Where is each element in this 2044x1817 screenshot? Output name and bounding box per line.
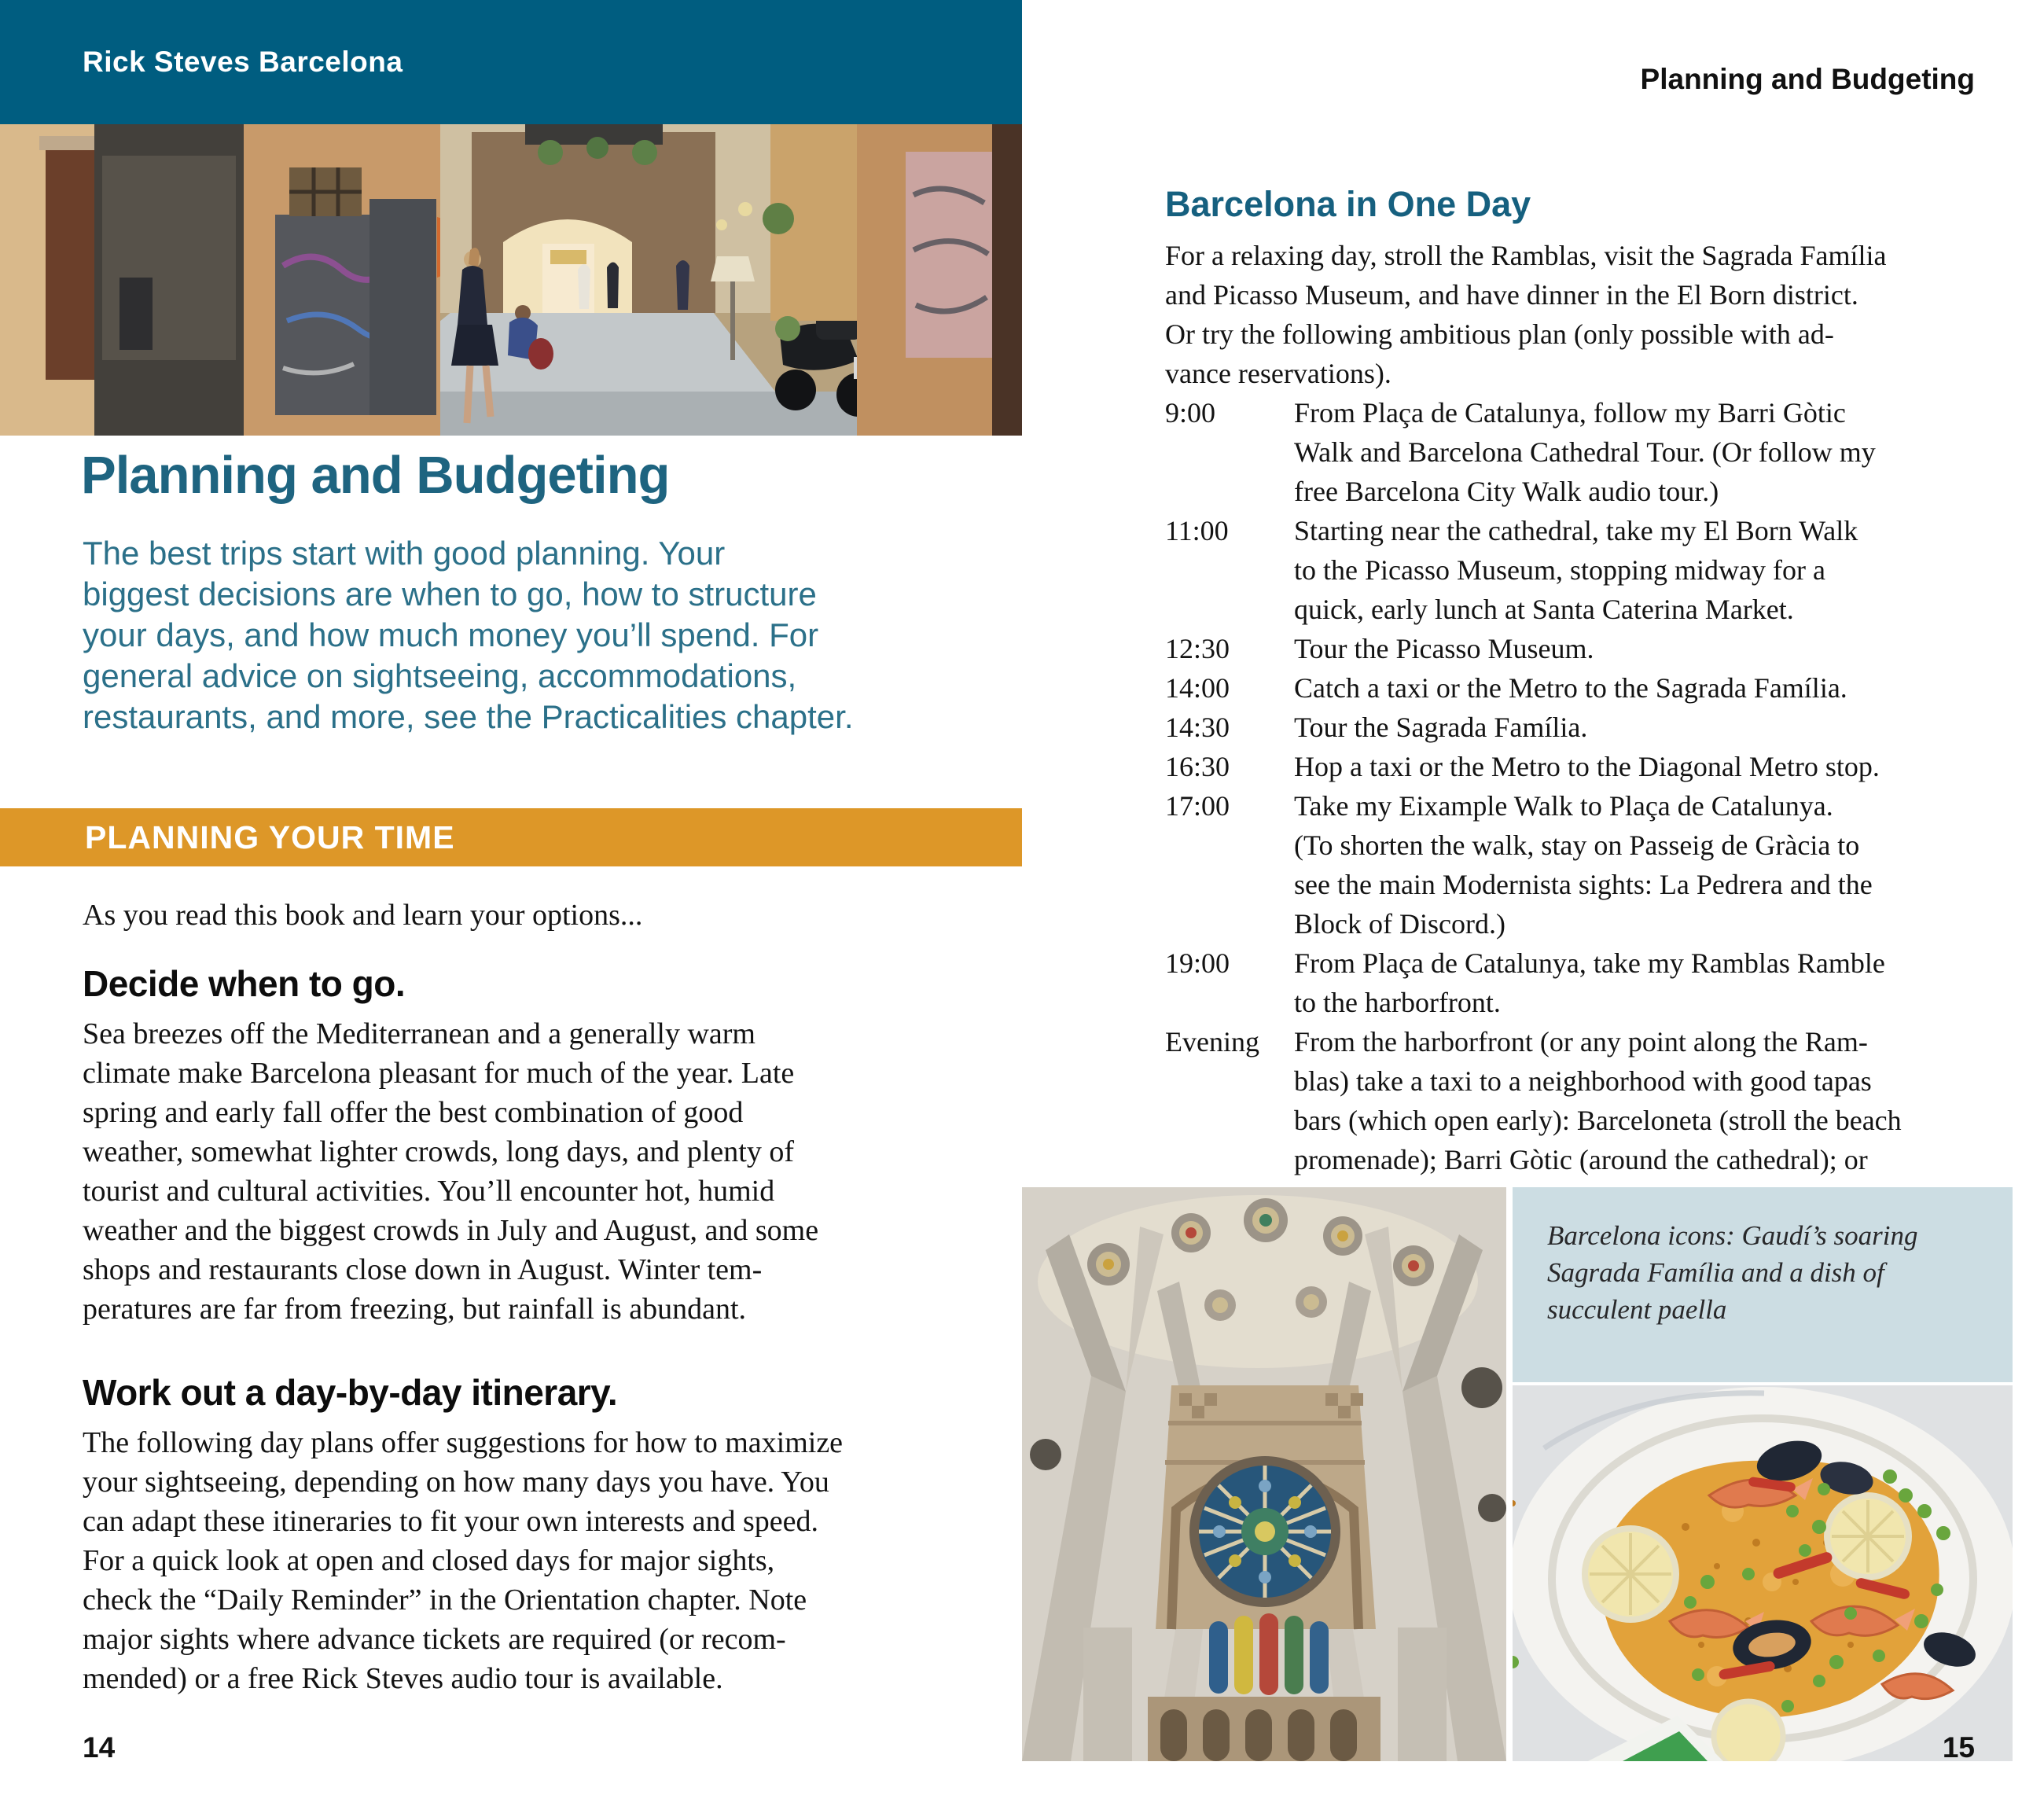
schedule-description — [1294, 786, 1998, 943]
left-running-header: Rick Steves Barcelona — [83, 46, 403, 78]
schedule-time: 12:30 — [1165, 633, 1230, 664]
schedule-line: see the main Modernista sights: La Pedrera and the — [1294, 869, 1873, 900]
itinerary-schedule — [1165, 393, 1998, 1179]
schedule-line: From the harborfront (or any point along the Ram- — [1294, 1026, 1868, 1057]
body-line: Sea breezes off the Mediterranean and a generally warm — [83, 1017, 755, 1050]
body-line: climate make Barcelona pleasant for much of the year. Late — [83, 1057, 795, 1090]
schedule-line: bars (which open early): Barceloneta (stroll the beach — [1294, 1105, 1902, 1136]
schedule-row — [1165, 747, 1998, 786]
schedule-description — [1294, 629, 1998, 668]
body-line: can adapt these itineraries to fit your own interests and speed. — [83, 1505, 818, 1538]
schedule-row — [1165, 786, 1998, 943]
body-line: The following day plans offer suggestions for how to maximize — [83, 1426, 844, 1459]
chapter-title: Planning and Budgeting — [81, 446, 670, 505]
photo-caption — [1547, 1217, 1918, 1328]
heading-barcelona-in-one-day: Barcelona in One Day — [1165, 184, 1531, 224]
chapter-intro — [83, 533, 854, 737]
schedule-description — [1294, 1022, 1998, 1179]
body-line: spring and early fall offer the best combination of good — [83, 1096, 744, 1129]
paragraph-day-by-day-itinerary — [83, 1423, 843, 1698]
schedule-row — [1165, 511, 1998, 629]
chapter-intro-line: restaurants, and more, see the Practicalities chapter. — [83, 698, 854, 735]
one-day-intro — [1165, 236, 1886, 393]
schedule-row — [1165, 1022, 1998, 1179]
sagrada-familia-photo — [1022, 1187, 1506, 1761]
schedule-line: Block of Discord.) — [1294, 908, 1505, 940]
schedule-line: promenade); Barri Gòtic (around the cathedral); or — [1294, 1144, 1868, 1175]
body-line: your sightseeing, depending on how many days you have. You — [83, 1466, 829, 1499]
body-line: peratures are far from freezing, but rainfall is abundant. — [83, 1293, 747, 1326]
schedule-line: Tour the Picasso Museum. — [1294, 633, 1594, 664]
body-line: weather, somewhat lighter crowds, long days, and plenty of — [83, 1135, 794, 1168]
schedule-time: 14:00 — [1165, 672, 1230, 704]
chapter-intro-line: The best trips start with good planning. Your — [83, 535, 726, 572]
schedule-time: Evening — [1165, 1026, 1259, 1057]
chapter-intro-line: biggest decisions are when to go, how to structure — [83, 576, 817, 612]
subheading-decide-when-to-go: Decide when to go. — [83, 963, 406, 1004]
schedule-line: From Plaça de Catalunya, follow my Barri Gòtic — [1294, 397, 1846, 429]
schedule-description — [1294, 511, 1998, 629]
chapter-intro-line: general advice on sightseeing, accommodations, — [83, 657, 797, 694]
schedule-time: 11:00 — [1165, 515, 1229, 546]
paragraph-decide-when-to-go — [83, 1014, 818, 1329]
body-line: major sights where advance tickets are required (or recom- — [83, 1623, 786, 1656]
schedule-row — [1165, 393, 1998, 511]
body-line: tourist and cultural activities. You’ll encounter hot, humid — [83, 1175, 775, 1208]
schedule-time: 16:30 — [1165, 751, 1230, 782]
body-line: vance reservations). — [1165, 358, 1391, 389]
schedule-line: Walk and Barcelona Cathedral Tour. (Or follow my — [1294, 436, 1876, 468]
body-line: Or try the following ambitious plan (only possible with ad- — [1165, 318, 1834, 350]
page-number-right: 15 — [1942, 1731, 1975, 1764]
schedule-line: Take my Eixample Walk to Plaça de Catalunya. — [1294, 790, 1833, 822]
schedule-description — [1294, 747, 1998, 786]
schedule-line: to the harborfront. — [1294, 987, 1501, 1018]
street-photo — [0, 124, 1022, 436]
schedule-line: Starting near the cathedral, take my El Born Walk — [1294, 515, 1858, 546]
paella-illustration — [1513, 1385, 2013, 1761]
schedule-description — [1294, 668, 1998, 708]
body-line: For a relaxing day, stroll the Ramblas, visit the Sagrada Família — [1165, 240, 1887, 271]
schedule-line: to the Picasso Museum, stopping midway for a — [1294, 554, 1825, 586]
body-line: For a quick look at open and closed days for major sights, — [83, 1544, 775, 1577]
body-line: and Picasso Museum, and have dinner in the El Born district. — [1165, 279, 1858, 311]
schedule-line: From Plaça de Catalunya, take my Ramblas Ramble — [1294, 947, 1885, 979]
schedule-row — [1165, 943, 1998, 1022]
schedule-description — [1294, 708, 1998, 747]
body-line: check the “Daily Reminder” in the Orientation chapter. Note — [83, 1583, 807, 1617]
schedule-time: 19:00 — [1165, 947, 1230, 979]
chapter-intro-line: your days, and how much money you’ll spend. For — [83, 616, 819, 653]
subheading-day-by-day-itinerary: Work out a day-by-day itinerary. — [83, 1372, 618, 1413]
schedule-time: 14:30 — [1165, 712, 1230, 743]
caption-line: succulent paella — [1547, 1294, 1727, 1325]
schedule-row — [1165, 668, 1998, 708]
schedule-line: free Barcelona City Walk audio tour.) — [1294, 476, 1719, 507]
schedule-row — [1165, 629, 1998, 668]
body-line: mended) or a free Rick Steves audio tour is available. — [83, 1662, 723, 1695]
schedule-row — [1165, 708, 1998, 747]
schedule-description — [1294, 393, 1998, 511]
schedule-line: Catch a taxi or the Metro to the Sagrada Família. — [1294, 672, 1847, 704]
schedule-line: Tour the Sagrada Família. — [1294, 712, 1588, 743]
page-number-left: 14 — [83, 1731, 116, 1764]
schedule-time: 17:00 — [1165, 790, 1230, 822]
body-line: shops and restaurants close down in August. Winter tem- — [83, 1253, 763, 1286]
paella-photo — [1513, 1385, 2013, 1761]
schedule-line: (To shorten the walk, stay on Passeig de Gràcia to — [1294, 829, 1860, 861]
caption-line: Barcelona icons: Gaudí’s soaring — [1547, 1220, 1918, 1251]
schedule-description — [1294, 943, 1998, 1022]
schedule-line: Hop a taxi or the Metro to the Diagonal Metro stop. — [1294, 751, 1880, 782]
schedule-time: 9:00 — [1165, 397, 1216, 429]
schedule-line: blas) take a taxi to a neighborhood with good tapas — [1294, 1065, 1872, 1097]
schedule-line: quick, early lunch at Santa Caterina Market. — [1294, 594, 1794, 625]
body-line: weather and the biggest crowds in July and August, and some — [83, 1214, 819, 1247]
cathedral-illustration — [1022, 1187, 1506, 1761]
street-photo-illustration — [0, 124, 1022, 436]
caption-line: Sagrada Família and a dish of — [1547, 1257, 1884, 1288]
right-running-header: Planning and Budgeting — [1640, 63, 1975, 95]
section-banner-label: PLANNING YOUR TIME — [85, 819, 455, 855]
lead-in-text: As you read this book and learn your options... — [83, 899, 643, 932]
